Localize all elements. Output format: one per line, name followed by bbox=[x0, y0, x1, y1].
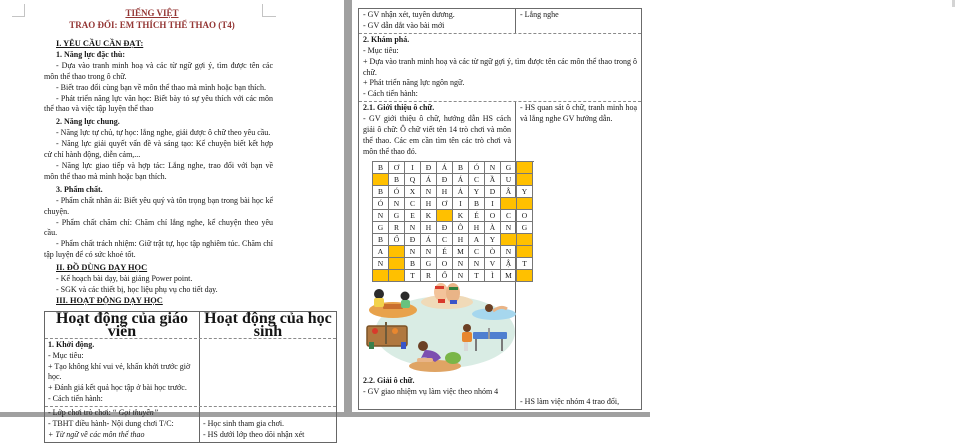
crossword-cell: N bbox=[421, 246, 437, 258]
crossword-cell: Đ bbox=[437, 174, 453, 186]
crossword-cell: N bbox=[389, 198, 405, 210]
crossword-cell: Ầ bbox=[485, 174, 501, 186]
crossword-cell bbox=[373, 270, 389, 282]
crossword-cell: É bbox=[437, 246, 453, 258]
crossword-cell: I bbox=[485, 198, 501, 210]
crossword-cell: K bbox=[453, 210, 469, 222]
crossword-cell: B bbox=[453, 162, 469, 174]
crossword-cell: Ơ bbox=[389, 162, 405, 174]
crossword-cell: Đ bbox=[437, 222, 453, 234]
crossword-cell: N bbox=[373, 258, 389, 270]
activity-table-page2 bbox=[358, 8, 642, 410]
cell-line: - GV dẫn dắt vào bài mới bbox=[363, 20, 445, 30]
crossword-cell: Q bbox=[405, 174, 421, 186]
crossword-cell: Ó bbox=[469, 162, 485, 174]
cell-line bbox=[48, 408, 196, 419]
crossword-cell: Y bbox=[469, 186, 485, 198]
crossword-cell: N bbox=[421, 186, 437, 198]
crossword-cell: T bbox=[469, 270, 485, 282]
crossword-cell: O bbox=[485, 210, 501, 222]
crossword-cell: N bbox=[405, 222, 421, 234]
crossword-cell: B bbox=[469, 198, 485, 210]
crossword-cell: R bbox=[421, 270, 437, 282]
paragraph: - Phẩm chất chăm chỉ: Chăm chỉ lắng nghe, kể chuyện theo yêu cầu. bbox=[44, 217, 273, 238]
crossword-cell: H bbox=[437, 186, 453, 198]
crossword-cell: C bbox=[437, 234, 453, 246]
student-cell bbox=[200, 339, 336, 406]
crossword-cell: O bbox=[517, 210, 533, 222]
crossword-cell: C bbox=[501, 210, 517, 222]
activity-table-page1 bbox=[44, 311, 337, 443]
paragraph: - Phẩm chất nhân ái: Biết yêu quý và tôn trọng bạn trong bài học kể chuyện. bbox=[44, 195, 273, 216]
cell-line: 1. Khởi động. bbox=[48, 339, 95, 349]
crossword-cell bbox=[501, 234, 517, 246]
student-cell bbox=[200, 407, 336, 442]
crossword-grid bbox=[372, 161, 534, 282]
crossword-cell: G bbox=[517, 222, 533, 234]
crossword-cell: B bbox=[373, 162, 389, 174]
crossword-cell: B bbox=[405, 258, 421, 270]
crossword-cell: N bbox=[453, 270, 469, 282]
crossword-cell: B bbox=[389, 174, 405, 186]
crossword-cell: H bbox=[453, 234, 469, 246]
cell-line: - Học sinh tham gia chơi. bbox=[202, 419, 285, 429]
teacher-cell bbox=[359, 102, 528, 409]
crossword-cell: G bbox=[373, 222, 389, 234]
crossword-cell: V bbox=[485, 258, 501, 270]
cell-line: - Cách tiến hành: bbox=[363, 89, 418, 99]
column-header-student: Hoạt động của học sinh bbox=[204, 309, 332, 340]
crossword-cell: G bbox=[501, 162, 517, 174]
crossword-cell: C bbox=[469, 246, 485, 258]
page-1-content bbox=[44, 7, 337, 443]
paragraph: - Phẩm chất trách nhiệm: Giữ trật tự, học tập nghiêm túc. Chăm chỉ tập luyện để có sức khoẻ tốt. bbox=[44, 239, 273, 260]
crossword-cell: N bbox=[501, 246, 517, 258]
crossword-cell: Ậ bbox=[501, 258, 517, 270]
crossword-cell: Á bbox=[453, 174, 469, 186]
cell-line: - HS dưới lớp theo dõi nhận xét bbox=[202, 430, 305, 440]
subheading-1-3: 3. Phẩm chất. bbox=[56, 184, 103, 194]
paragraph: - Năng lực tự chủ, tự học: lắng nghe, giải được ô chữ theo yêu cầu. bbox=[56, 128, 271, 138]
crossword-cell bbox=[373, 174, 389, 186]
crossword-cell: Â bbox=[501, 186, 517, 198]
paragraph: - Năng lực giải quyết vấn đề và sáng tạo: Kể chuyện biết kết hợp cử chỉ hành động, diễn cảm,... bbox=[44, 139, 273, 160]
crossword-cell: M bbox=[453, 246, 469, 258]
cell-line: - HS quan sát ô chữ, tranh minh hoạ và lắng nghe GV hướng dẫn. bbox=[520, 103, 637, 124]
crossword-cell: Y bbox=[517, 186, 533, 198]
paragraph: - Phát triển năng lực văn học: Biết bày tỏ sự yêu thích với các môn thể thao và việc tập luyện thể thao bbox=[44, 93, 273, 114]
crossword-cell: Á bbox=[421, 234, 437, 246]
crossword-cell: Ì bbox=[485, 270, 501, 282]
crossword-cell: E bbox=[405, 210, 421, 222]
paragraph: - Dựa vào tranh minh hoạ và các từ ngữ gợi ý, tìm được tên các môn thể thao trong ô chữ. bbox=[44, 60, 273, 81]
crossword-cell: Ó bbox=[373, 198, 389, 210]
crossword-cell: É bbox=[469, 210, 485, 222]
crossword-cell: Ổ bbox=[389, 234, 405, 246]
cell-line: + Từ ngữ về các môn thể thao bbox=[48, 430, 145, 439]
paragraph: - SGK và các thiết bị, học liệu phụ vụ cho tiết dạy. bbox=[56, 284, 218, 294]
crossword-cell bbox=[389, 270, 405, 282]
crossword-cell bbox=[389, 246, 405, 258]
crossword-cell: R bbox=[389, 222, 405, 234]
text-run: - Lớp chơi trò chơi: “ bbox=[48, 408, 119, 418]
crossword-cell: N bbox=[453, 258, 469, 270]
crossword-cell: H bbox=[421, 222, 437, 234]
section-heading-1: I. YÊU CẦU CẦN ĐẠT: bbox=[56, 39, 144, 48]
doc-subtitle: TRAO ĐỔI: EM THÍCH THỂ THAO (T4) bbox=[69, 20, 235, 30]
crossword-cell: Đ bbox=[421, 162, 437, 174]
crossword-cell bbox=[437, 210, 453, 222]
cell-line: + Dựa vào tranh minh hoạ và các từ ngữ gợi ý, tìm được tên các môn thể thao trong ô chữ. bbox=[363, 56, 637, 77]
crossword-cell: N bbox=[405, 246, 421, 258]
doc-title-block bbox=[20, 7, 284, 31]
table-row bbox=[359, 101, 641, 409]
cell-line: 2.2. Giải ô chữ. bbox=[363, 375, 415, 385]
cell-line: - Cách tiến hành: bbox=[48, 394, 103, 404]
crossword-cell bbox=[389, 258, 405, 270]
subheading-1-2: 2. Năng lực chung. bbox=[56, 117, 120, 127]
crossword-cell: I bbox=[453, 198, 469, 210]
text-run-italic: Gọi thuyền” bbox=[118, 408, 159, 418]
crossword-cell: K bbox=[421, 210, 437, 222]
crossword-cell: Ó bbox=[389, 186, 405, 198]
cell-line: - HS làm việc nhóm 4 trao đổi, bbox=[520, 397, 620, 407]
table-row bbox=[359, 9, 641, 33]
crossword-cell: N bbox=[485, 162, 501, 174]
crossword-cell: Ả bbox=[453, 186, 469, 198]
cell-line: - GV giao nhiệm vụ làm việc theo nhóm 4 bbox=[363, 386, 499, 396]
crossword-cell: Á bbox=[421, 174, 437, 186]
crossword-cell: Đ bbox=[405, 234, 421, 246]
crossword-cell: N bbox=[501, 222, 517, 234]
cell-line: 2. Khám phá. bbox=[363, 34, 410, 44]
crossword-cell: C bbox=[469, 174, 485, 186]
teacher-cell bbox=[45, 407, 200, 442]
crossword-cell: B bbox=[373, 234, 389, 246]
column-header-teacher: Hoạt động của giáo viên bbox=[45, 312, 200, 338]
crossword-cell: N bbox=[373, 210, 389, 222]
student-cell bbox=[516, 9, 641, 33]
crossword-cell bbox=[501, 198, 517, 210]
sports-illustration bbox=[361, 284, 523, 376]
subheading-1-1: 1. Năng lực đặc thù: bbox=[56, 49, 126, 59]
cell-line: + Tạo không khí vui vẻ, khấn khởi trước giờ học. bbox=[48, 361, 191, 382]
cell-line: - Mục tiêu: bbox=[363, 45, 399, 55]
crossword-cell: X bbox=[405, 186, 421, 198]
paragraph: - Biết trao đổi cùng bạn về môn thể thao mà mình hoặc bạn thích. bbox=[56, 82, 266, 92]
page-1[interactable] bbox=[0, 0, 344, 440]
crossword-cell: Ơ bbox=[437, 198, 453, 210]
page-2[interactable] bbox=[352, 0, 650, 412]
crossword-cell: T bbox=[517, 258, 533, 270]
crossword-cell: U bbox=[501, 174, 517, 186]
cell-line: - TBHT điều hành- Nội dung chơi T/C: bbox=[48, 419, 174, 429]
cell-line: 2.1. Giới thiệu ô chữ. bbox=[363, 103, 435, 113]
crossword-cell: Y bbox=[485, 234, 501, 246]
crossword-cell: I bbox=[405, 162, 421, 174]
cell-line: - GV nhận xét, tuyên dương. bbox=[363, 10, 455, 19]
crossword-cell: Ô bbox=[453, 222, 469, 234]
crossword-cell: M bbox=[501, 270, 517, 282]
crossword-cell: O bbox=[437, 258, 453, 270]
table-row bbox=[45, 338, 336, 406]
crossword-cell: A bbox=[469, 234, 485, 246]
crossword-cell: G bbox=[389, 210, 405, 222]
crossword-cell: G bbox=[421, 258, 437, 270]
table-row-merged bbox=[359, 33, 641, 101]
cell-line: + Đánh giá kết quả học tập ở bài học trước. bbox=[48, 383, 187, 393]
cell-line: + Phát triển năng lực ngôn ngữ. bbox=[363, 78, 465, 88]
paragraph: - Năng lực giao tiếp và hợp tác: Lắng nghe, trao đổi với bạn về môn thể thao mà mình hoặc bạn thích. bbox=[44, 160, 273, 181]
crossword-cell: B bbox=[373, 186, 389, 198]
crossword-cell: T bbox=[405, 270, 421, 282]
crossword-cell: Á bbox=[437, 162, 453, 174]
section-heading-3: III. HOẠT ĐỘNG DẠY HỌC bbox=[56, 295, 163, 305]
cell-line: - GV giới thiệu ô chữ, hướng dẫn HS cách giải ô chữ: Ô chữ viết tên 14 trò chơi và môn thể thao. Các em cần tìm tên các trò chơi và môn thể thao đó. bbox=[363, 114, 511, 156]
crossword-cell: Ò bbox=[485, 246, 501, 258]
crossword-cell: A bbox=[373, 246, 389, 258]
paragraph: - Kế hoạch bài dạy, bài giảng Power point. bbox=[56, 274, 193, 284]
doc-title: TIẾNG VIỆT bbox=[125, 8, 179, 18]
table-header-row bbox=[45, 309, 336, 340]
student-cell bbox=[516, 102, 641, 409]
cell-line: - Mục tiêu: bbox=[48, 350, 84, 360]
crossword-cell: H bbox=[469, 222, 485, 234]
crossword-cell: À bbox=[485, 222, 501, 234]
crossword-cell: Ố bbox=[437, 270, 453, 282]
crossword-cell: H bbox=[421, 198, 437, 210]
crossword-cell: N bbox=[469, 258, 485, 270]
crossword-cell: D bbox=[485, 186, 501, 198]
crossword-cell: C bbox=[405, 198, 421, 210]
merged-cell bbox=[359, 34, 641, 101]
table-row bbox=[45, 406, 336, 442]
teacher-cell bbox=[45, 339, 200, 406]
teacher-cell bbox=[359, 9, 516, 33]
cell-line: - Lắng nghe bbox=[520, 10, 559, 19]
section-heading-2: II. ĐỒ DÙNG DẠY HỌC bbox=[56, 263, 148, 273]
